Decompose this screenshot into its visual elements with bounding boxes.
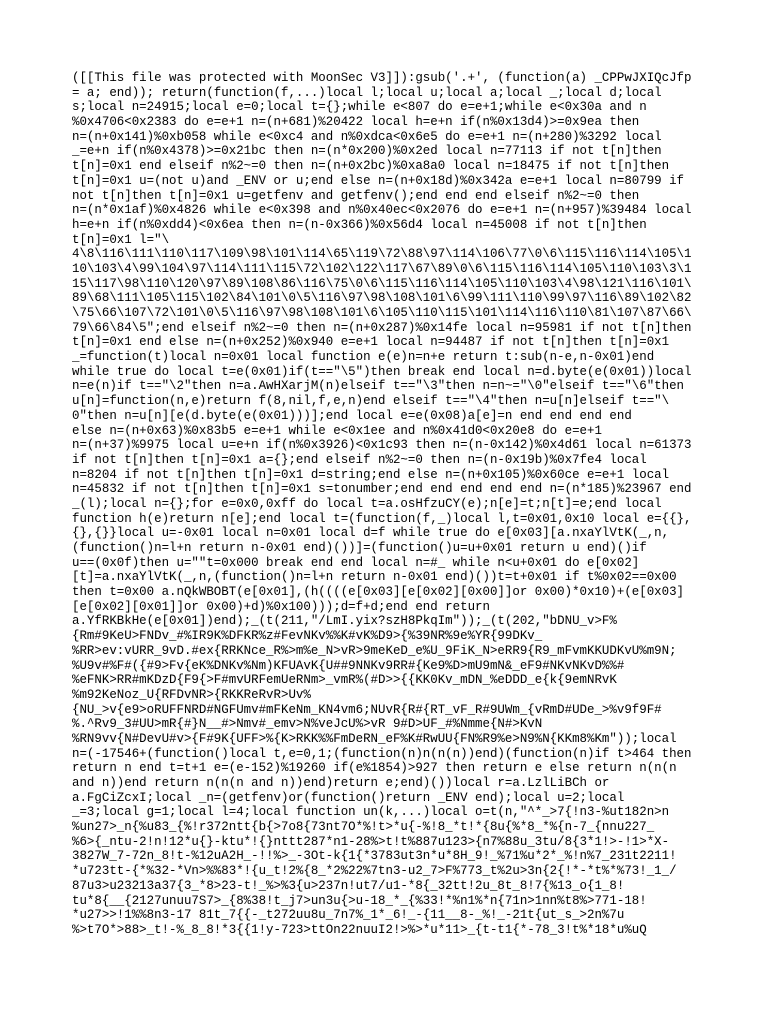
code-line: [e[0x02][0x01]]or 0x00)+d)%0x100)));d=f+d;end end return (72, 599, 490, 614)
code-line: _=function(t)local n=0x01 local function e(e)n=n+e return t:sub(n-e,n-0x01)end (72, 350, 655, 365)
code-line: else n=(n+0x63)%0x83b5 e=e+1 while e<0x1ee and n%0x41d0<0x20e8 do e=e+1 (72, 423, 602, 438)
code-line: while true do local t=e(0x01)if(t=="\5")then break end local n=d.byte(e(0x01))local (72, 364, 692, 379)
code-line: t[n]=0x1 u=(not u)and _ENV or u;end else n=(n+0x18d)%0x342a e=e+1 local n=80799 if (72, 173, 685, 188)
code-line: %RN9vv{N#DevU#v>{F#9K{UFF>%{K>RKK%%FmDeRN_eF%K#RwUU{FN%R9%e>N9%N{KKm8%Km"));local (72, 731, 677, 746)
code-line: {NU_>v{e9>oRUFFNRD#NGFUmv#mFKeNm_KN4vm6;NUvR{R#{RT_vF_R#9UWm_{vRmD#UDe_>%v9f9F# (72, 702, 662, 717)
code-line: s;local n=24915;local e=0;local t={};while e<807 do e=e+1;while e<0x30a and n (72, 100, 647, 115)
code-line: 89\68\111\105\115\102\84\101\0\5\116\97\98\108\101\6\99\111\110\99\97\116\89\102\82 (72, 291, 692, 306)
code-line: and n))end return n(n(n and n))end)return e;end)())local r=a.LzlLiBCh or (72, 776, 610, 790)
code-line: %U9v#%F#({#9>Fv{eK%DNKv%Nm)KFUAvK{U##9NNKv9RR#{Ke9%D>mU9mN&_eF9#NKvNKvD%%# (72, 658, 625, 673)
code-line: %RR>ev:vURR_9vD.#ex{RRKNce_R%>m%e_N>vR>9meKeD_e%U_9FiK_N>eRR9{R9_mFvmKKUDKvU%m9N; (72, 643, 677, 658)
code-line: return n end t=t+1 e=(e-152)%19260 if(e%1854)>927 then return e else return n(n(n (72, 761, 677, 776)
code-line: %eFNK>RR#mKDzD{F9{>F#mvURFemUeRNm>_vmR%(#D>>{{KK0Kv_mDN_%eDDD_e{k{9emNRvK (72, 673, 617, 688)
code-line: h=e+n if(n%0xdd4)<0x6ea then n=(n-0x366)%0x56d4 local n=45008 if not t[n]then (72, 217, 647, 232)
code-line: *u723tt-{*%32-*Vn>%%83*!{u_t!2%{8_*2%22%7tn3-u2_7>F%773_t%2u>3n{2{!*-*t%*%73!_1_/ (72, 864, 677, 879)
code-line: \75\66\107\72\101\0\5\116\97\98\108\101\6\105\110\115\101\114\116\110\81\107\87\66\ (72, 306, 692, 320)
code-line: 15\117\98\110\120\97\89\108\86\116\75\0\6\115\116\114\105\110\103\4\98\121\116\101\ (72, 276, 692, 291)
code-line: t[n]=0x1 end else n=(n+0x252)%0x940 e=e+1 local n=94487 if not t[n]then t[n]=0x1 (72, 335, 670, 350)
code-line: %m92KeNoz_U{RFDvNR>{RKKReRvR>Uv% (72, 687, 311, 702)
code-line: 10\103\4\99\104\97\114\111\115\72\102\122\117\67\89\0\6\115\116\114\105\110\103\3\1 (72, 261, 692, 276)
code-line: 79\66\84\5";end elseif n%2~=0 then n=(n+0x287)%0x14fe local n=95981 if not t[n]then (72, 320, 692, 335)
code-line: {},{}}local u=-0x01 local n=0x01 local d=f while true do e[0x03][a.nxaYlVtK(_,n, (72, 526, 670, 541)
code-block (72, 71, 700, 938)
code-line: function h(e)return n[e];end local t=(function(f,_)local l,t=0x01,0x10 local e={{}, (72, 511, 692, 526)
code-line: _(l);local n={};for e=0x0,0xff do local t=a.osHfzuCY(e);n[e]=t;n[t]=e;end local (72, 496, 662, 511)
code-line: n=e(n)if t=="\2"then n=a.AwHXarjM(n)elseif t=="\3"then n=n~="\0"elseif t=="\6"then (72, 379, 685, 394)
code-line: a.FgCiZcxI;local _n=(getfenv)or(function()return _ENV end);local u=2;local (72, 790, 625, 805)
code-line: u[n]=function(n,e)return f(8,nil,f,e,n)end elseif t=="\4"then n=u[n]elseif t=="\ (72, 394, 670, 409)
code-line: _=3;local g=1;local l=4;local function un(k,...)local o=t(n,"^*_>7{!n3-%ut182n>n (72, 805, 670, 820)
code-line: %0x4706<0x2383 do e=e+1 n=(n+681)%20422 local h=e+n if(n%0x13d4)>=0x9ea then (72, 115, 640, 130)
code-line: %6>{_ntu-2!n!12*u{}-ktu*!{}nttt287*n1-28%>t!t%887u123>{n7%88u_3tu/8{3*1!>-!1>*X- (72, 834, 670, 849)
code-line: 87u3>u23213a37{3_*8>23-t!_%>%3{u>237n!ut7/u1-*8{_32tt!2u_8t_8!7{%13_o{1_8! (72, 878, 625, 893)
code-line: %.^Rv9_3#UU>mR{#}N__#>Nmv#_emv>N%veJcU%>vR 9#D>UF_#%Nmme{N#>KvN (72, 717, 543, 732)
code-line: (function()n=l+n return n-0x01 end)())]=(function()u=u+0x01 return u end)()if (72, 541, 647, 555)
code-line: if not t[n]then t[n]=0x1 a={};end elseif n%2~=0 then n=(n-0x19b)%0x7fe4 local (72, 452, 647, 467)
code-line: n=8204 if not t[n]then t[n]=0x1 d=string;end else n=(n+0x105)%0x60ce e=e+1 local (72, 467, 670, 482)
code-line: *u27>>!1%%8n3-17 81t_7{{-_t272uu8u_7n7%_1*_6!_-{11__8-_%!_-21t{ut_s_>2n%7u (72, 908, 625, 923)
code-line: t[n]=0x1 l="\ (72, 232, 170, 247)
code-line: u==(0x0f)then u=""t=0x000 break end end local n=#_ while n<u+0x01 do e[0x02] (72, 555, 640, 570)
code-line: tu*8{__{2127unuu7S7>_{8%38!t_j7>un3u{>u-18_*_{%33!*%n1%*n{71n>1nn%t8%>771-18! (72, 893, 647, 908)
code-line: 4\8\116\111\110\117\109\98\101\114\65\119\72\88\97\114\106\77\0\6\115\116\114\105\1 (72, 247, 692, 262)
code-line: n=(n+37)%9975 local u=e+n if(n%0x3926)<0x1c93 then n=(n-0x142)%0x4d61 local n=61373 (72, 438, 692, 453)
code-line: 0"then n=u[n][e(d.byte(e(0x01)))];end local e=e(0x08)a[e]=n end end end end (72, 408, 632, 423)
code-line: a.YfRKBkHe(e[0x01])end);_(t(211,"/LmI.yix?szH8PkqIm"));_(t(202,"bDNU_v>F% (72, 614, 617, 629)
code-line: [t]=a.nxaYlVtK(_,n,(function()n=l+n return n-0x01 end)())t=t+0x01 if t%0x02==0x00 (72, 570, 677, 585)
code-line: n=(-17546+(function()local t,e=0,1;(function(n)n(n(n))end)(function(n)if t>464 then (72, 746, 692, 761)
code-line: n=(n+0x141)%0xb058 while e<0xc4 and n%0xdca<0x6e5 do e=e+1 n=(n+280)%3292 local (72, 129, 662, 144)
code-line: {Rm#9KeU>FNDv_#%IR9K%DFKR%z#FevNKv%%K#vK%D9>{%39NR%9e%YR{99DKv_ (72, 629, 543, 644)
code-line: t[n]=0x1 end elseif n%2~=0 then n=(n+0x2bc)%0xa8a0 local n=18475 if not t[n]then (72, 159, 670, 174)
code-line: n=(n*0x1af)%0x4826 while e<0x398 and n%0x40ec<0x2076 do e=e+1 n=(n+957)%39484 local (72, 203, 692, 218)
code-line: %>t7O*>88>_t!-%_8_8!*3{{1!y-723>ttOn22nuuI2!>%>*u*11>_{t-t1{*-78_3!t%*18*u%uQ (72, 922, 647, 937)
code-line: = a; end)); return(function(f,...)local l;local u;local a;local _;local d;local (72, 85, 662, 100)
code-line: _=e+n if(n%0x4378)>=0x21bc then n=(n*0x200)%0x2ed local n=77113 if not t[n]then (72, 144, 662, 159)
code-line: not t[n]then t[n]=0x1 u=getfenv and getfenv();end end end elseif n%2~=0 then (72, 188, 640, 203)
code-line: ([[This file was protected with MoonSec V3]]):gsub('.+', (function(a) _CPPwJXIQcJfp (72, 71, 692, 85)
code-line: 3827W_7-72n_8!t-%12uA2H_-!!%>_-3Ot-k{1{*3783ut3n*u*8H_9!_%71%u*2*_%!n%7_231t2211! (72, 849, 677, 864)
code-line: then t=0x00 a.nQkWBOBT(e[0x01],(h((((e[0x03][e[0x02][0x00]]or 0x00)*0x10)+(e[0x03] (72, 585, 685, 600)
code-line: n=45832 if not t[n]then t[n]=0x1 s=tonumber;end end end end end n=(n*185)%23967 end (72, 482, 692, 497)
code-line: %un27>_n{%u83_{%!r372ntt{b{>7o8{73nt7O*%!t>*u{-%!8_*t!*{8u{%*8_*%{n-7_{nnu227_ (72, 820, 655, 835)
